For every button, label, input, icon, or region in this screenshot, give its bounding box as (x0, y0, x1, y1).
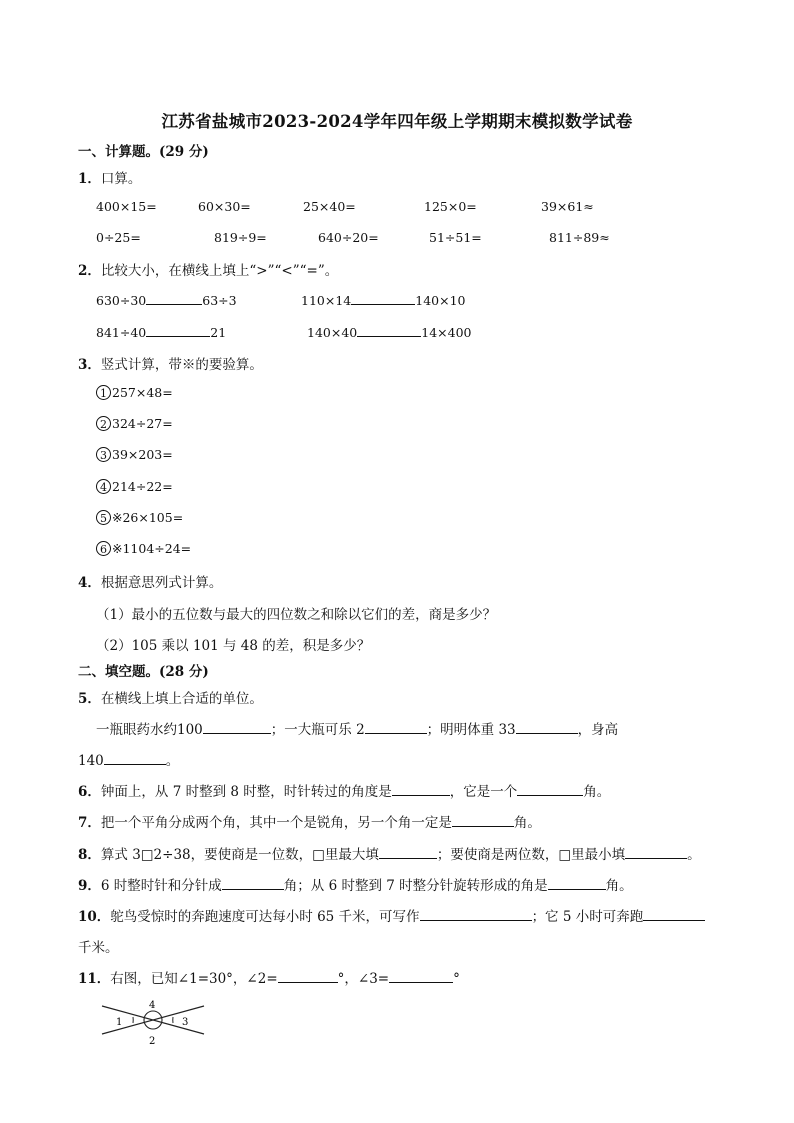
vertical-calc-3 (96, 446, 173, 462)
answer-blank[interactable] (146, 324, 210, 337)
angle-label-2: 2 (149, 1036, 156, 1047)
prompt-text: 。 (165, 753, 180, 769)
circled-number: 4 (96, 479, 111, 494)
expr-left: 110×14 (301, 293, 352, 308)
expr-left: 630÷30 (96, 293, 147, 308)
oral-calc-2: 60×30= (198, 199, 251, 214)
question-text: 竖式计算，带※的要验算。 (100, 357, 263, 373)
question-text: 比较大小，在横线上填上“>”“<”“=”。 (100, 263, 339, 279)
vertical-calc-2 (96, 415, 173, 431)
prompt-text: ，身高 (577, 722, 619, 738)
section-heading-fill: 二、填空题。(28 分) (78, 664, 209, 680)
prompt-text: 角。 (513, 815, 541, 831)
expr-right: 63÷3 (202, 293, 237, 308)
vertical-calc-5 (96, 509, 183, 525)
section-heading-calc: 一、计算题。(29 分) (78, 144, 209, 160)
prompt-text: 140 (78, 753, 104, 769)
answer-blank[interactable] (625, 846, 687, 859)
oral-calc-5: 39×61≈ (541, 199, 594, 214)
prompt-text: ；一大瓶可乐 2 (270, 722, 365, 738)
answer-blank[interactable] (643, 908, 705, 921)
oral-calc-7: 819÷9= (214, 230, 267, 245)
oral-calc-8: 640÷20= (318, 230, 379, 245)
circled-number: 1 (96, 385, 111, 400)
answer-blank[interactable] (517, 783, 583, 796)
question-number: 9． (78, 878, 101, 894)
answer-blank[interactable] (104, 752, 166, 765)
question-11 (78, 967, 460, 987)
vertical-calc-6 (96, 540, 191, 556)
prompt-text: 6 时整时针和分针成 (100, 878, 222, 894)
compare-row-1a (96, 292, 237, 308)
oral-calc-1: 400×15= (96, 199, 157, 214)
question-3 (78, 353, 263, 373)
compare-row-2a (96, 324, 226, 340)
question-number: 8． (78, 847, 101, 863)
circled-number: 5 (96, 510, 111, 525)
answer-blank[interactable] (420, 908, 532, 921)
question-6 (78, 780, 610, 800)
expr-right: 14×400 (421, 325, 472, 340)
question-7 (78, 811, 541, 831)
question-number: 10． (78, 909, 111, 925)
expr-left: 140×40 (307, 325, 358, 340)
answer-blank[interactable] (516, 721, 578, 734)
question-number: 3． (78, 357, 101, 373)
question-number: 7． (78, 815, 101, 831)
question-number: 2． (78, 263, 101, 279)
prompt-text: ° (453, 971, 460, 987)
question-text: 在横线上填上合适的单位。 (100, 691, 263, 707)
question-5 (78, 687, 263, 707)
compare-row-2b (307, 324, 472, 340)
expr-right: 21 (210, 325, 227, 340)
expression: 39×203= (112, 447, 173, 462)
oral-calc-3: 25×40= (303, 199, 356, 214)
answer-blank[interactable] (365, 721, 427, 734)
answer-blank[interactable] (357, 324, 421, 337)
expression: ※1104÷24= (112, 541, 192, 556)
page-title: 江苏省盐城市2023-2024学年四年级上学期期末模拟数学试卷 (161, 112, 633, 131)
expression: 257×48= (112, 385, 173, 400)
question-number: 1． (78, 171, 101, 187)
question-number: 4． (78, 575, 101, 591)
answer-blank[interactable] (452, 814, 514, 827)
vertical-calc-1 (96, 384, 173, 400)
prompt-text: 角。 (583, 784, 611, 800)
angle-label-4: 4 (149, 1000, 156, 1011)
question-number: 6． (78, 784, 101, 800)
angle-diagram (100, 996, 210, 1048)
question-5-line-1 (96, 718, 618, 738)
question-5-line-2 (78, 749, 179, 769)
oral-calc-9: 51÷51= (429, 230, 482, 245)
answer-blank[interactable] (351, 292, 415, 305)
answer-blank[interactable] (392, 783, 450, 796)
question-text: 根据意思列式计算。 (100, 575, 223, 591)
prompt-text: 角；从 6 时整到 7 时整分针旋转形成的角是 (283, 878, 548, 894)
prompt-text: 钟面上，从 7 时整到 8 时整，时针转过的角度是 (100, 784, 392, 800)
question-text: 口算。 (100, 171, 142, 187)
prompt-text: 一瓶眼药水约100 (96, 722, 203, 738)
question-4 (78, 571, 222, 591)
prompt-text: ；它 5 小时可奔跑 (531, 909, 644, 925)
vertical-calc-4 (96, 478, 173, 494)
question-1 (78, 167, 141, 187)
answer-blank[interactable] (278, 970, 338, 983)
question-10-line-2: 千米。 (78, 940, 119, 956)
prompt-text: 算式 3□2÷38，要使商是一位数，□里最大填 (100, 847, 379, 863)
prompt-text: 鸵鸟受惊时的奔跑速度可达每小时 65 千米，可写作 (110, 909, 420, 925)
compare-row-1b (301, 292, 466, 308)
expr-right: 140×10 (415, 293, 466, 308)
prompt-text: 把一个平角分成两个角，其中一个是锐角，另一个角一定是 (100, 815, 452, 831)
question-8 (78, 843, 701, 863)
expression: ※26×105= (112, 510, 184, 525)
question-10 (78, 905, 705, 925)
question-number: 11． (78, 971, 111, 987)
prompt-text: °，∠3= (337, 971, 390, 987)
prompt-text: 。 (687, 847, 701, 863)
answer-blank[interactable] (389, 970, 453, 983)
oral-calc-4: 125×0= (424, 199, 477, 214)
circled-number: 3 (96, 447, 111, 462)
prompt-text: 角。 (605, 878, 633, 894)
prompt-text: ；明明体重 33 (426, 722, 516, 738)
question-number: 5． (78, 691, 101, 707)
circled-number: 6 (96, 541, 111, 556)
answer-blank[interactable] (548, 877, 606, 890)
oral-calc-6: 0÷25= (96, 230, 141, 245)
angle-label-1: 1 (116, 1017, 123, 1028)
oral-calc-10: 811÷89≈ (549, 230, 610, 245)
prompt-text: ；要使商是两位数，□里最小填 (436, 847, 626, 863)
answer-blank[interactable] (379, 846, 437, 859)
circled-number: 2 (96, 416, 111, 431)
prompt-text: ，它是一个 (449, 784, 518, 800)
prompt-text: 右图，已知∠1=30°，∠2= (110, 971, 278, 987)
answer-blank[interactable] (203, 721, 271, 734)
question-9 (78, 874, 633, 894)
answer-blank[interactable] (146, 292, 202, 305)
answer-blank[interactable] (222, 877, 284, 890)
question-2 (78, 259, 338, 279)
expression: 324÷27= (112, 416, 173, 431)
angle-label-3: 3 (182, 1017, 189, 1028)
expression: 214÷22= (112, 479, 173, 494)
expr-left: 841÷40 (96, 325, 147, 340)
question-4-part-2: （2）105 乘以 101 与 48 的差，积是多少？ (96, 638, 371, 654)
question-4-part-1: （1）最小的五位数与最大的四位数之和除以它们的差，商是多少？ (96, 607, 497, 623)
